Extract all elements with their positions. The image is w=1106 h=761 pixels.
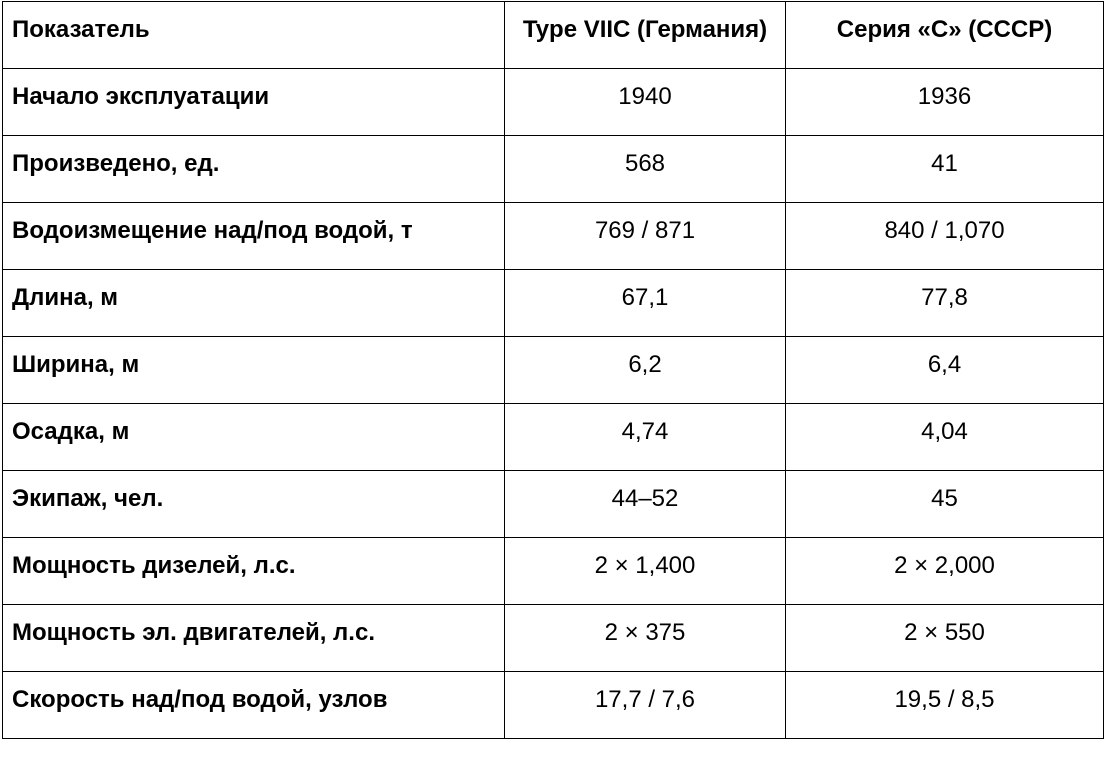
type-viic-value: 2 × 1,400 [505, 538, 786, 605]
table-row [3, 337, 1104, 404]
row-label: Ширина, м [3, 337, 505, 404]
series-s-value: 19,5 / 8,5 [786, 672, 1104, 739]
table-row [3, 270, 1104, 337]
type-viic-value: 44–52 [505, 471, 786, 538]
table-row [3, 69, 1104, 136]
type-viic-value: 1940 [505, 69, 786, 136]
header-type-viic: Type VIIC (Германия) [505, 2, 786, 69]
row-label: Мощность дизелей, л.с. [3, 538, 505, 605]
row-label: Водоизмещение над/под водой, т [3, 203, 505, 270]
row-label: Осадка, м [3, 404, 505, 471]
type-viic-value: 17,7 / 7,6 [505, 672, 786, 739]
table-row [3, 471, 1104, 538]
row-label: Произведено, ед. [3, 136, 505, 203]
row-label: Экипаж, чел. [3, 471, 505, 538]
type-viic-value: 4,74 [505, 404, 786, 471]
row-label: Мощность эл. двигателей, л.с. [3, 605, 505, 672]
row-label: Скорость над/под водой, узлов [3, 672, 505, 739]
table-row [3, 404, 1104, 471]
table-row [3, 672, 1104, 739]
row-label: Начало эксплуатации [3, 69, 505, 136]
series-s-value: 4,04 [786, 404, 1104, 471]
series-s-value: 41 [786, 136, 1104, 203]
series-s-value: 840 / 1,070 [786, 203, 1104, 270]
series-s-value: 2 × 550 [786, 605, 1104, 672]
submarine-comparison-table [2, 1, 1104, 739]
header-indicator: Показатель [3, 2, 505, 69]
type-viic-value: 769 / 871 [505, 203, 786, 270]
type-viic-value: 67,1 [505, 270, 786, 337]
type-viic-value: 2 × 375 [505, 605, 786, 672]
type-viic-value: 568 [505, 136, 786, 203]
table-row [3, 605, 1104, 672]
table-row [3, 136, 1104, 203]
row-label: Длина, м [3, 270, 505, 337]
header-series-s: Серия «С» (СССР) [786, 2, 1104, 69]
table-row [3, 203, 1104, 270]
series-s-value: 2 × 2,000 [786, 538, 1104, 605]
series-s-value: 6,4 [786, 337, 1104, 404]
table-header-row [3, 2, 1104, 69]
table-row [3, 538, 1104, 605]
series-s-value: 45 [786, 471, 1104, 538]
type-viic-value: 6,2 [505, 337, 786, 404]
series-s-value: 77,8 [786, 270, 1104, 337]
series-s-value: 1936 [786, 69, 1104, 136]
